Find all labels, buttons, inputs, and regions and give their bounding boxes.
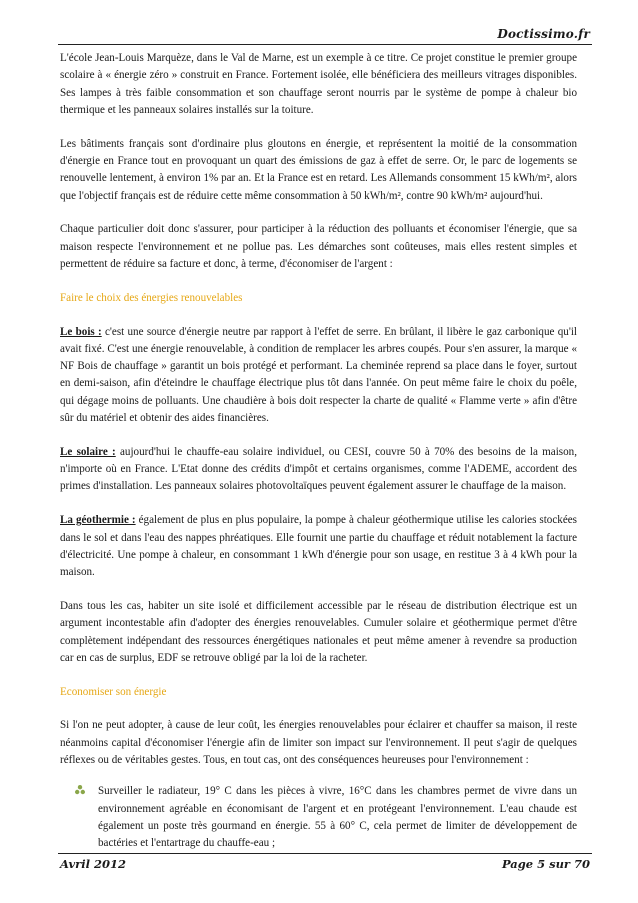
bullet-text-radiator: Surveiller le radiateur, 19° C dans les pièces à vivre, 16°C dans les chambres permet de vivre dans un environnement agréable en économisant de l'argent et en protégeant l'environnement. L'eau chaude est également un poste très gourmand en énergie. 55 à 60° C, cela permet de limiter de développement de bactéries et l'entartrage du chauffe-eau ; — [98, 785, 577, 850]
paragraph-save-energy: Si l'on ne peut adopter, à cause de leur coût, les énergies renouvelables pour éclairer et chauffer sa maison, il reste néanmoins capital d'économiser l'énergie afin de limiter son impact sur l'environnement. Il peut s'agir de quelques réflexes ou de véritables gestes. Tous, en tout cas, ont des conséquences heureuses pour l'environnement : — [60, 719, 577, 766]
paragraph-buildings: Les bâtiments français sont d'ordinaire plus gloutons en énergie, et représentent la moitié de la consommation d'énergie en France tout en provoquant un quart des émissions de gaz à effet de serre. Or, le parc de logements se renouvelle lentement, à environ 1% par an. Et la France est en retard. Les Allemands consomment 15 kWh/m², alors que l'objectif français est de réduire cette même consommation à 50 kWh/m², contre 90 kWh/m² aujourd'hui. — [60, 137, 577, 202]
section-title-renewables: Faire le choix des énergies renouvelables — [60, 291, 243, 304]
paragraph-solar — [60, 444, 577, 496]
footer-divider — [58, 853, 592, 854]
paragraph-geothermal — [60, 512, 577, 581]
paragraph-isolated-site: Dans tous les cas, habiter un site isolé et difficilement accessible par le réseau de distribution électrique est un argument incontestable afin d'adopter des énergies renouvelables. Cumuler solaire et géothermique permet d'être complètement indépendant des ressources énergétiques nationales et peut même amener à revendre sa production car en cas de surplus, EDF se retrouve obligé par la loi de la racheter. — [60, 599, 577, 664]
term-geothermal: La géothermie : — [60, 514, 136, 527]
text-wood: c'est une source d'énergie neutre par rapport à l'effet de serre. En brûlant, il libère le gaz carbonique qu'il avait fixé. C'est une énergie renouvelable, à condition de remplacer les arbres coupés. Pour s'en assurer, la marque « NF Bois de chauffage » garantit un bois protégé et performant. La cheminée reprend sa place dans le foyer, surtout en demi-saison, afin d'éteindre le chauffage électrique plus tôt dans l'année. On peut même faire le choix du poêle, qui dégage moins de polluants. Une chaudière à bois doit respecter la charte de qualité « Flamme verte » afin d'être sûr du matériel et obtenir des aides financières. — [60, 325, 577, 425]
text-geothermal: également de plus en plus populaire, la pompe à chaleur géothermique utilise les calories stockées dans le sol et dans l'eau des nappes phréatiques. Elle fournit une partie du chauffage et réduit notablement la facture d'électricité. Une pompe à chaleur, en consommant 1 kWh d'énergie pour son usage, en restitue 3 à 4 kWh pour la maison. — [60, 514, 577, 579]
footer-page-number: Page 5 sur 70 — [501, 857, 590, 871]
clover-bullet-icon — [74, 783, 98, 852]
page-body — [60, 50, 577, 852]
header-brand: Doctissimo.fr — [497, 27, 590, 41]
text-solar: aujourd'hui le chauffe-eau solaire individuel, ou CESI, couvre 50 à 70% des besoins de la maison, n'importe où en France. L'Etat donne des crédits d'impôt et certains organismes, comme l'ADEME, accordent des primes d'installation. Les panneaux solaires photovoltaïques peuvent également assurer le chauffage de la maison. — [60, 445, 577, 493]
term-solar: Le solaire : — [60, 445, 116, 458]
list-item — [74, 783, 577, 852]
header-divider — [58, 44, 592, 45]
footer-date: Avril 2012 — [60, 857, 126, 871]
paragraph-individuals: Chaque particulier doit donc s'assurer, pour participer à la réduction des polluants et économiser l'énergie, que sa maison respecte l'environnement et ne pollue pas. Les démarches sont coûteuses, mais elles restent simples et permettent de réduire sa facture et donc, à terme, d'économiser de l'argent : — [60, 223, 577, 270]
term-wood: Le bois : — [60, 325, 102, 338]
paragraph-wood — [60, 324, 577, 428]
paragraph-intro: L'école Jean-Louis Marquèze, dans le Val de Marne, est un exemple à ce titre. Ce projet constitue le premier groupe scolaire à « énergie zéro » construit en France. Fortement isolée, elle bénéficiera des meilleurs vitrages disponibles. Ses lampes à très faible consommation et son chauffage seront nourris par le système de pompe à chaleur bio thermique et les panneaux solaires installés sur la toiture. — [60, 52, 577, 116]
section-title-save-energy: Economiser son énergie — [60, 685, 167, 698]
